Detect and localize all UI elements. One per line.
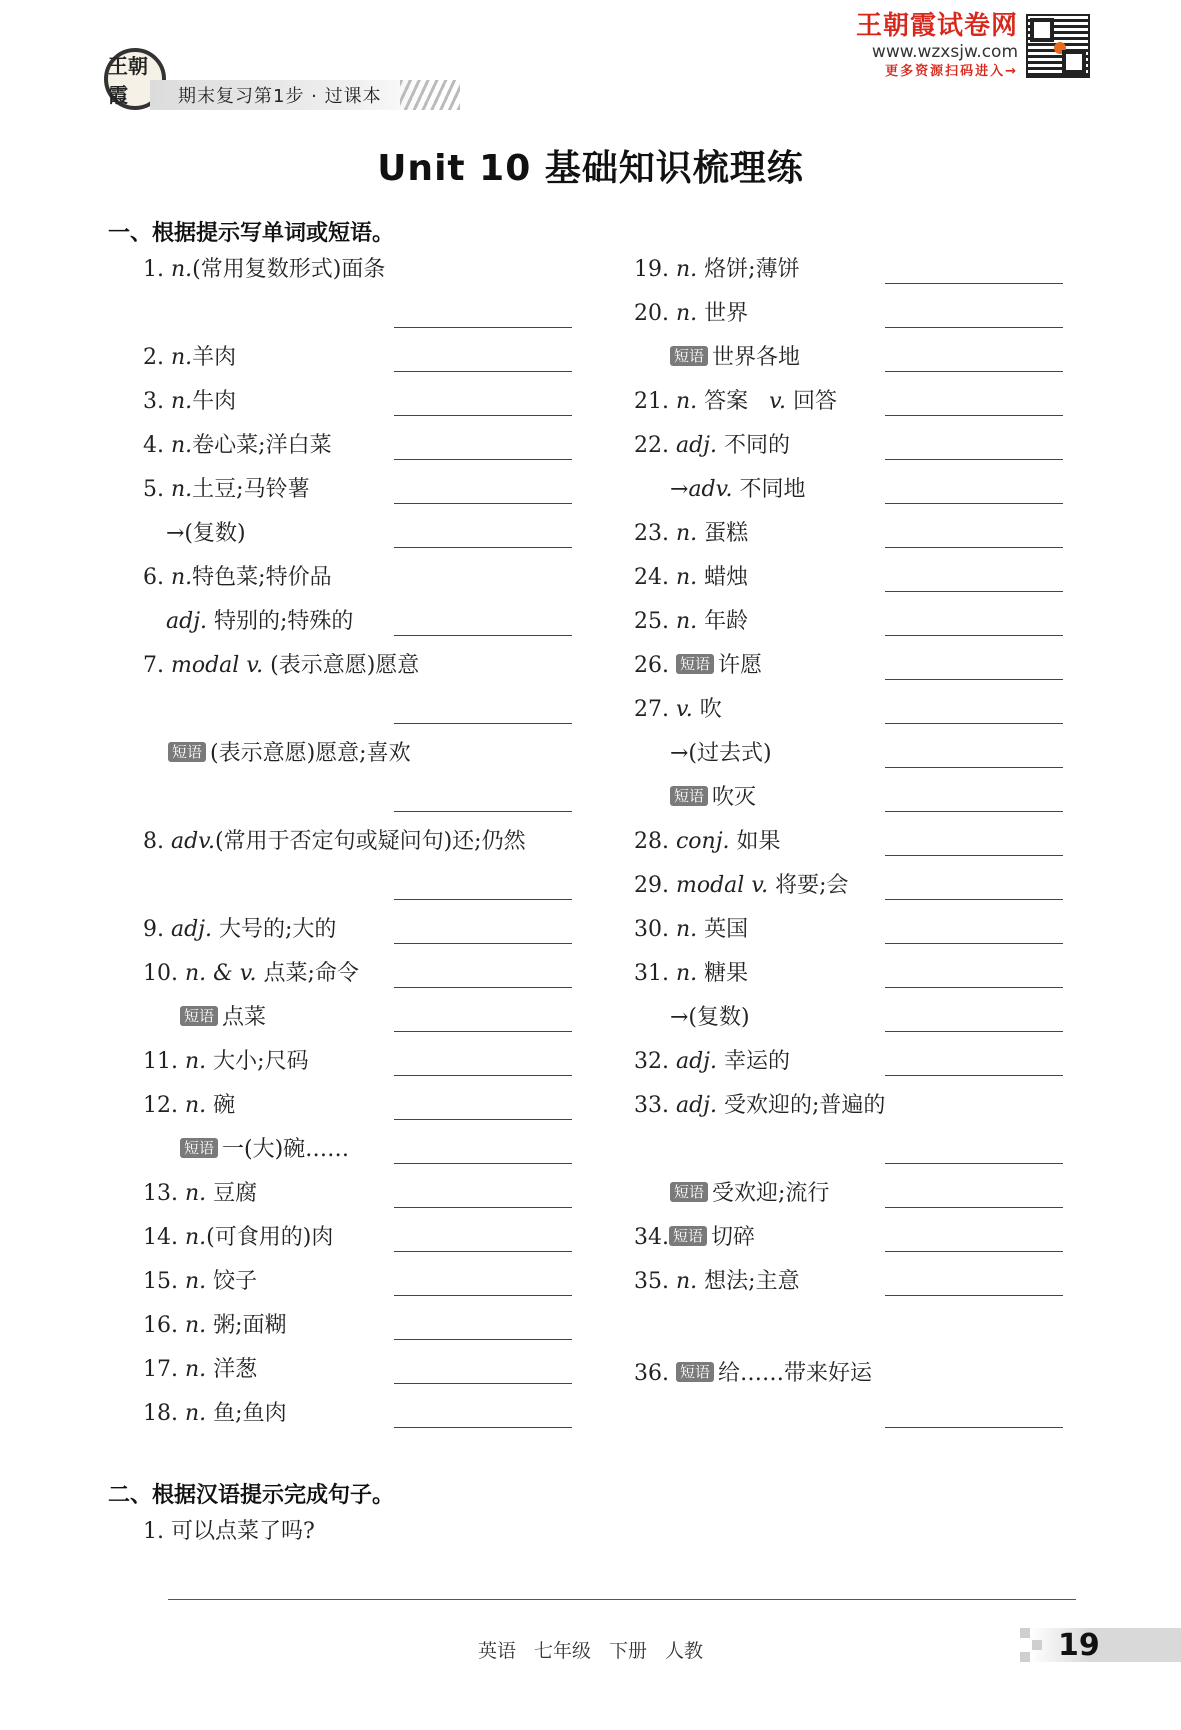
item-32: 32. adj. 幸运的 bbox=[634, 1049, 791, 1074]
qr-code-icon[interactable] bbox=[1026, 14, 1090, 78]
item-30: 30. n. 英国 bbox=[634, 917, 749, 942]
answer-blank[interactable] bbox=[394, 1295, 572, 1296]
decorative-square bbox=[1020, 1652, 1030, 1662]
answer-blank[interactable] bbox=[394, 899, 572, 900]
phrase-tag-icon: 短语 bbox=[168, 742, 206, 762]
item-6-adj: adj. 特别的;特殊的 bbox=[166, 609, 354, 634]
decorative-square bbox=[1032, 1640, 1042, 1650]
item-34: 34. 短语 切碎 bbox=[634, 1225, 756, 1250]
answer-blank[interactable] bbox=[885, 459, 1063, 460]
answer-blank[interactable] bbox=[885, 327, 1063, 328]
item-15: 15. n. 饺子 bbox=[143, 1269, 258, 1294]
answer-blank[interactable] bbox=[885, 635, 1063, 636]
item-8: 8. adv.(常用于否定句或疑问句)还;仍然 bbox=[143, 829, 526, 854]
answer-blank[interactable] bbox=[885, 723, 1063, 724]
item-36: 36. 短语 给……带来好运 bbox=[634, 1361, 873, 1386]
answer-blank[interactable] bbox=[394, 943, 572, 944]
answer-blank[interactable] bbox=[394, 635, 572, 636]
logo-text: 王朝霞 bbox=[108, 54, 148, 107]
item-17: 17. n. 洋葱 bbox=[143, 1357, 258, 1382]
item-1: 1. n.(常用复数形式)面条 bbox=[143, 257, 386, 282]
item-28: 28. conj. 如果 bbox=[634, 829, 781, 854]
brand-tagline: 更多资源扫码进入→ bbox=[885, 64, 1018, 79]
answer-blank[interactable] bbox=[885, 371, 1063, 372]
item-7: 7. modal v. (表示意愿)愿意 bbox=[143, 653, 420, 678]
answer-blank[interactable] bbox=[394, 503, 572, 504]
item-3: 3. n.牛肉 bbox=[143, 389, 237, 414]
item-7-phrase: 短语 (表示意愿)愿意;喜欢 bbox=[168, 740, 411, 768]
item-18: 18. n. 鱼;鱼肉 bbox=[143, 1401, 287, 1426]
item-29: 29. modal v. 将要;会 bbox=[634, 873, 849, 898]
page-number: 19 bbox=[1058, 1628, 1100, 1663]
answer-blank[interactable] bbox=[885, 1295, 1063, 1296]
item-12-phrase: 短语 一(大)碗…… bbox=[180, 1136, 349, 1164]
brand-block bbox=[848, 10, 1018, 82]
answer-blank[interactable] bbox=[394, 1163, 572, 1164]
answer-blank[interactable] bbox=[885, 591, 1063, 592]
item-35: 35. n. 想法;主意 bbox=[634, 1269, 800, 1294]
item-6: 6. n.特色菜;特价品 bbox=[143, 565, 332, 590]
answer-blank[interactable] bbox=[394, 1339, 572, 1340]
section-1-heading: 一、根据提示写单词或短语。 bbox=[108, 221, 395, 246]
decorative-stripes bbox=[400, 80, 460, 110]
answer-blank[interactable] bbox=[885, 415, 1063, 416]
phrase-tag-icon: 短语 bbox=[180, 1138, 218, 1158]
answer-blank[interactable] bbox=[394, 1207, 572, 1208]
answer-blank[interactable] bbox=[394, 1383, 572, 1384]
answer-blank[interactable] bbox=[394, 1075, 572, 1076]
item-24: 24. n. 蜡烛 bbox=[634, 565, 749, 590]
item-26: 26. 短语 许愿 bbox=[634, 653, 763, 678]
answer-blank[interactable] bbox=[885, 1427, 1063, 1428]
qr-center-icon bbox=[1054, 42, 1066, 54]
brand-url[interactable]: www.wzxsjw.com bbox=[871, 42, 1018, 62]
item-9: 9. adj. 大号的;大的 bbox=[143, 917, 337, 942]
answer-blank[interactable] bbox=[885, 1251, 1063, 1252]
answer-blank[interactable] bbox=[885, 1031, 1063, 1032]
section-2-heading: 二、根据汉语提示完成句子。 bbox=[108, 1483, 395, 1508]
item-10-phrase: 短语 点菜 bbox=[180, 1004, 266, 1032]
item-27: 27. v. 吹 bbox=[634, 697, 722, 722]
item-20-phrase: 短语 世界各地 bbox=[670, 344, 800, 372]
item-12: 12. n. 碗 bbox=[143, 1093, 236, 1118]
phrase-tag-icon: 短语 bbox=[676, 654, 714, 674]
phrase-tag-icon: 短语 bbox=[670, 1182, 708, 1202]
item-19: 19. n. 烙饼;薄饼 bbox=[634, 257, 800, 282]
item-4: 4. n.卷心菜;洋白菜 bbox=[143, 433, 332, 458]
answer-blank[interactable] bbox=[394, 1427, 572, 1428]
answer-blank[interactable] bbox=[394, 987, 572, 988]
answer-blank[interactable] bbox=[885, 811, 1063, 812]
decorative-square bbox=[1020, 1628, 1030, 1638]
item-27-past: →(过去式) bbox=[670, 741, 772, 766]
sentence-item-1: 1. 可以点菜了吗? bbox=[143, 1519, 315, 1544]
answer-blank[interactable] bbox=[394, 1119, 572, 1120]
item-11: 11. n. 大小;尺码 bbox=[143, 1049, 309, 1074]
answer-blank[interactable] bbox=[394, 327, 572, 328]
item-31-plural: →(复数) bbox=[670, 1005, 750, 1030]
phrase-tag-icon: 短语 bbox=[670, 786, 708, 806]
answer-blank[interactable] bbox=[394, 415, 572, 416]
answer-blank[interactable] bbox=[394, 811, 572, 812]
phrase-tag-icon: 短语 bbox=[180, 1006, 218, 1026]
item-13: 13. n. 豆腐 bbox=[143, 1181, 258, 1206]
item-5-plural: →(复数) bbox=[166, 521, 246, 546]
answer-blank[interactable] bbox=[885, 547, 1063, 548]
item-22: 22. adj. 不同的 bbox=[634, 433, 791, 458]
answer-blank[interactable] bbox=[394, 1251, 572, 1252]
page-number-band bbox=[1030, 1628, 1181, 1662]
item-14: 14. n.(可食用的)肉 bbox=[143, 1225, 334, 1250]
phrase-tag-icon: 短语 bbox=[669, 1226, 707, 1246]
step-label: 期末复习第1步 · 过课本 bbox=[150, 80, 440, 110]
brand-name: 王朝霞试卷网 bbox=[855, 11, 1018, 41]
answer-blank[interactable] bbox=[885, 1207, 1063, 1208]
answer-blank[interactable] bbox=[885, 503, 1063, 504]
answer-blank[interactable] bbox=[885, 767, 1063, 768]
answer-blank[interactable] bbox=[885, 987, 1063, 988]
item-31: 31. n. 糖果 bbox=[634, 961, 749, 986]
answer-blank[interactable] bbox=[394, 547, 572, 548]
answer-blank[interactable] bbox=[394, 723, 572, 724]
page-title: Unit 10 基础知识梳理练 bbox=[377, 148, 804, 189]
item-16: 16. n. 粥;面糊 bbox=[143, 1313, 287, 1338]
item-25: 25. n. 年龄 bbox=[634, 609, 749, 634]
item-22-adv: →adv. 不同地 bbox=[670, 477, 806, 502]
item-33: 33. adj. 受欢迎的;普遍的 bbox=[634, 1093, 886, 1118]
item-20: 20. n. 世界 bbox=[634, 301, 749, 326]
answer-blank[interactable] bbox=[885, 943, 1063, 944]
item-21: 21. n. 答案 v. 回答 bbox=[634, 389, 837, 414]
phrase-tag-icon: 短语 bbox=[670, 346, 708, 366]
answer-blank[interactable] bbox=[885, 679, 1063, 680]
answer-blank[interactable] bbox=[394, 371, 572, 372]
phrase-tag-icon: 短语 bbox=[676, 1362, 714, 1382]
item-2: 2. n.羊肉 bbox=[143, 345, 237, 370]
answer-blank[interactable] bbox=[885, 283, 1063, 284]
answer-blank[interactable] bbox=[394, 459, 572, 460]
footer-info: 英语 七年级 下册 人教 bbox=[477, 1640, 704, 1662]
answer-blank[interactable] bbox=[885, 1075, 1063, 1076]
answer-blank[interactable] bbox=[885, 1163, 1063, 1164]
item-23: 23. n. 蛋糕 bbox=[634, 521, 749, 546]
answer-line[interactable] bbox=[168, 1599, 1076, 1600]
item-5: 5. n.土豆;马铃薯 bbox=[143, 477, 310, 502]
item-33-phrase: 短语 受欢迎;流行 bbox=[670, 1180, 829, 1208]
item-10: 10. n. & v. 点菜;命令 bbox=[143, 961, 359, 986]
answer-blank[interactable] bbox=[885, 899, 1063, 900]
item-27-phrase: 短语 吹灭 bbox=[670, 784, 756, 812]
answer-blank[interactable] bbox=[885, 855, 1063, 856]
answer-blank[interactable] bbox=[394, 1031, 572, 1032]
